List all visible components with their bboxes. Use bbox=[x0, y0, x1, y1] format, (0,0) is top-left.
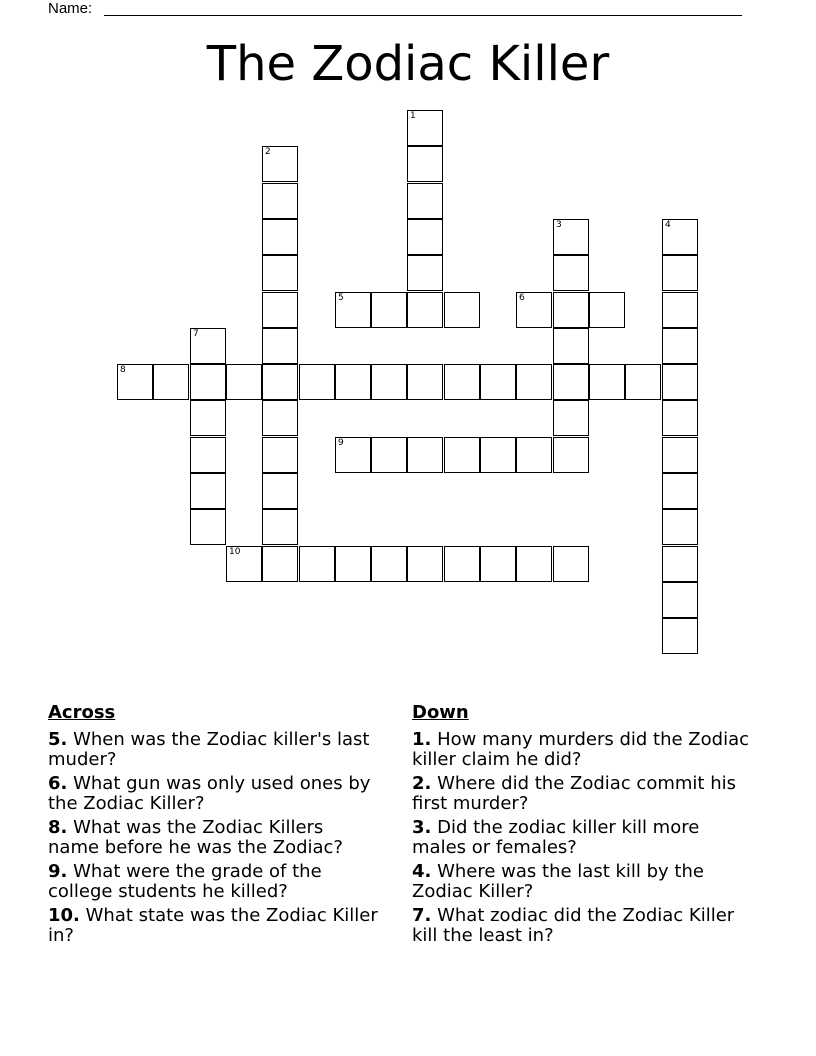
grid-cell[interactable] bbox=[153, 364, 189, 400]
grid-cell[interactable] bbox=[262, 364, 298, 400]
clue-text: What was the Zodiac Killers name before he was the Zodiac? bbox=[48, 817, 343, 858]
grid-cell[interactable] bbox=[553, 400, 589, 436]
grid-cell[interactable] bbox=[662, 437, 698, 473]
grid-cell[interactable] bbox=[262, 328, 298, 364]
clue-item bbox=[48, 818, 378, 858]
clue-number-label: 7. bbox=[412, 905, 432, 926]
name-label: Name: bbox=[48, 0, 93, 17]
grid-cell[interactable] bbox=[516, 437, 552, 473]
grid-cell[interactable] bbox=[335, 364, 371, 400]
grid-cell[interactable] bbox=[553, 546, 589, 582]
clue-number: 4 bbox=[665, 220, 671, 230]
clue-number-label: 4. bbox=[412, 861, 432, 882]
grid-cell[interactable] bbox=[371, 546, 407, 582]
grid-cell[interactable] bbox=[662, 364, 698, 400]
grid-cell[interactable] bbox=[371, 364, 407, 400]
grid-cell[interactable] bbox=[444, 546, 480, 582]
grid-cell[interactable] bbox=[299, 364, 335, 400]
clue-number-label: 5. bbox=[48, 729, 68, 750]
clue-text: What gun was only used ones by the Zodiac Killer? bbox=[48, 773, 371, 814]
grid-cell[interactable] bbox=[480, 546, 516, 582]
grid-cell[interactable] bbox=[262, 546, 298, 582]
grid-cell[interactable] bbox=[662, 255, 698, 291]
clue-item bbox=[412, 818, 752, 858]
grid-cell[interactable] bbox=[262, 219, 298, 255]
clue-item bbox=[412, 906, 752, 946]
grid-cell[interactable] bbox=[480, 437, 516, 473]
clue-item bbox=[412, 774, 752, 814]
across-clues bbox=[48, 703, 378, 950]
clue-item bbox=[48, 774, 378, 814]
grid-cell[interactable] bbox=[407, 255, 443, 291]
grid-cell[interactable] bbox=[190, 473, 226, 509]
grid-cell[interactable] bbox=[407, 219, 443, 255]
clue-number-label: 9. bbox=[48, 861, 68, 882]
grid-cell[interactable] bbox=[190, 509, 226, 545]
clue-number: 9 bbox=[338, 438, 344, 448]
grid-cell[interactable] bbox=[262, 146, 298, 182]
grid-cell[interactable] bbox=[662, 292, 698, 328]
grid-cell[interactable] bbox=[407, 110, 443, 146]
clue-text: Did the zodiac killer kill more males or females? bbox=[412, 817, 700, 858]
down-clues bbox=[412, 703, 752, 950]
grid-cell[interactable] bbox=[516, 546, 552, 582]
clue-number: 10 bbox=[229, 547, 241, 557]
clue-text: When was the Zodiac killer's last muder? bbox=[48, 729, 370, 770]
grid-cell[interactable] bbox=[226, 546, 262, 582]
grid-cell[interactable] bbox=[553, 437, 589, 473]
grid-cell[interactable] bbox=[190, 328, 226, 364]
grid-cell[interactable] bbox=[516, 364, 552, 400]
clue-item bbox=[412, 862, 752, 902]
clue-number: 2 bbox=[265, 147, 271, 157]
clue-text: How many murders did the Zodiac killer claim he did? bbox=[412, 729, 749, 770]
clue-item bbox=[48, 906, 378, 946]
grid-cell[interactable] bbox=[371, 437, 407, 473]
grid-cell[interactable] bbox=[480, 364, 516, 400]
grid-cell[interactable] bbox=[299, 546, 335, 582]
grid-cell[interactable] bbox=[262, 255, 298, 291]
clue-item bbox=[412, 730, 752, 770]
clue-text: What zodiac did the Zodiac Killer kill the least in? bbox=[412, 905, 735, 946]
grid-cell[interactable] bbox=[553, 255, 589, 291]
grid-cell[interactable] bbox=[262, 183, 298, 219]
clue-text: What state was the Zodiac Killer in? bbox=[48, 905, 378, 946]
grid-cell[interactable] bbox=[407, 364, 443, 400]
grid-cell[interactable] bbox=[262, 473, 298, 509]
grid-cell[interactable] bbox=[335, 546, 371, 582]
grid-cell[interactable] bbox=[444, 364, 480, 400]
grid-cell[interactable] bbox=[190, 400, 226, 436]
clue-number-label: 6. bbox=[48, 773, 68, 794]
down-clue-list bbox=[412, 730, 752, 946]
clue-item bbox=[48, 730, 378, 770]
grid-cell[interactable] bbox=[662, 546, 698, 582]
grid-cell[interactable] bbox=[262, 292, 298, 328]
clue-number-label: 3. bbox=[412, 817, 432, 838]
clue-number: 8 bbox=[120, 365, 126, 375]
grid-cell[interactable] bbox=[662, 473, 698, 509]
grid-cell[interactable] bbox=[553, 219, 589, 255]
clue-number-label: 2. bbox=[412, 773, 432, 794]
grid-cell[interactable] bbox=[371, 292, 407, 328]
clue-text: What were the grade of the college students he killed? bbox=[48, 861, 322, 902]
clue-number-label: 1. bbox=[412, 729, 432, 750]
clue-number: 5 bbox=[338, 293, 344, 303]
across-clue-list bbox=[48, 730, 378, 946]
grid-cell[interactable] bbox=[553, 292, 589, 328]
grid-cell[interactable] bbox=[553, 328, 589, 364]
clue-text: Where was the last kill by the Zodiac Killer? bbox=[412, 861, 704, 902]
clue-number: 3 bbox=[556, 220, 562, 230]
grid-cell[interactable] bbox=[190, 364, 226, 400]
grid-cell[interactable] bbox=[589, 292, 625, 328]
grid-cell[interactable] bbox=[444, 292, 480, 328]
grid-cell[interactable] bbox=[407, 437, 443, 473]
page-title: The Zodiac Killer bbox=[206, 36, 610, 92]
grid-cell[interactable] bbox=[226, 364, 262, 400]
grid-cell[interactable] bbox=[662, 618, 698, 654]
clue-item bbox=[48, 862, 378, 902]
clue-number-label: 10. bbox=[48, 905, 80, 926]
across-heading: Across bbox=[48, 702, 116, 723]
grid-cell[interactable] bbox=[262, 509, 298, 545]
down-heading: Down bbox=[412, 702, 469, 723]
grid-cell[interactable] bbox=[407, 146, 443, 182]
grid-cell[interactable] bbox=[589, 364, 625, 400]
grid-cell[interactable] bbox=[407, 292, 443, 328]
grid-cell[interactable] bbox=[262, 400, 298, 436]
grid-cell[interactable] bbox=[335, 437, 371, 473]
clue-number: 6 bbox=[519, 293, 525, 303]
clue-text: Where did the Zodiac commit his first murder? bbox=[412, 773, 736, 814]
grid-cell[interactable] bbox=[335, 292, 371, 328]
grid-cell[interactable] bbox=[117, 364, 153, 400]
clue-number: 7 bbox=[193, 329, 199, 339]
grid-cell[interactable] bbox=[662, 509, 698, 545]
clue-number-label: 8. bbox=[48, 817, 68, 838]
grid-cell[interactable] bbox=[662, 219, 698, 255]
grid-cell[interactable] bbox=[553, 364, 589, 400]
grid-cell[interactable] bbox=[444, 437, 480, 473]
grid-cell[interactable] bbox=[662, 400, 698, 436]
grid-cell[interactable] bbox=[662, 328, 698, 364]
grid-cell[interactable] bbox=[516, 292, 552, 328]
grid-cell[interactable] bbox=[407, 546, 443, 582]
grid-cell[interactable] bbox=[262, 437, 298, 473]
grid-cell[interactable] bbox=[190, 437, 226, 473]
grid-cell[interactable] bbox=[625, 364, 661, 400]
grid-cell[interactable] bbox=[662, 582, 698, 618]
clue-number: 1 bbox=[410, 111, 416, 121]
grid-cell[interactable] bbox=[407, 183, 443, 219]
